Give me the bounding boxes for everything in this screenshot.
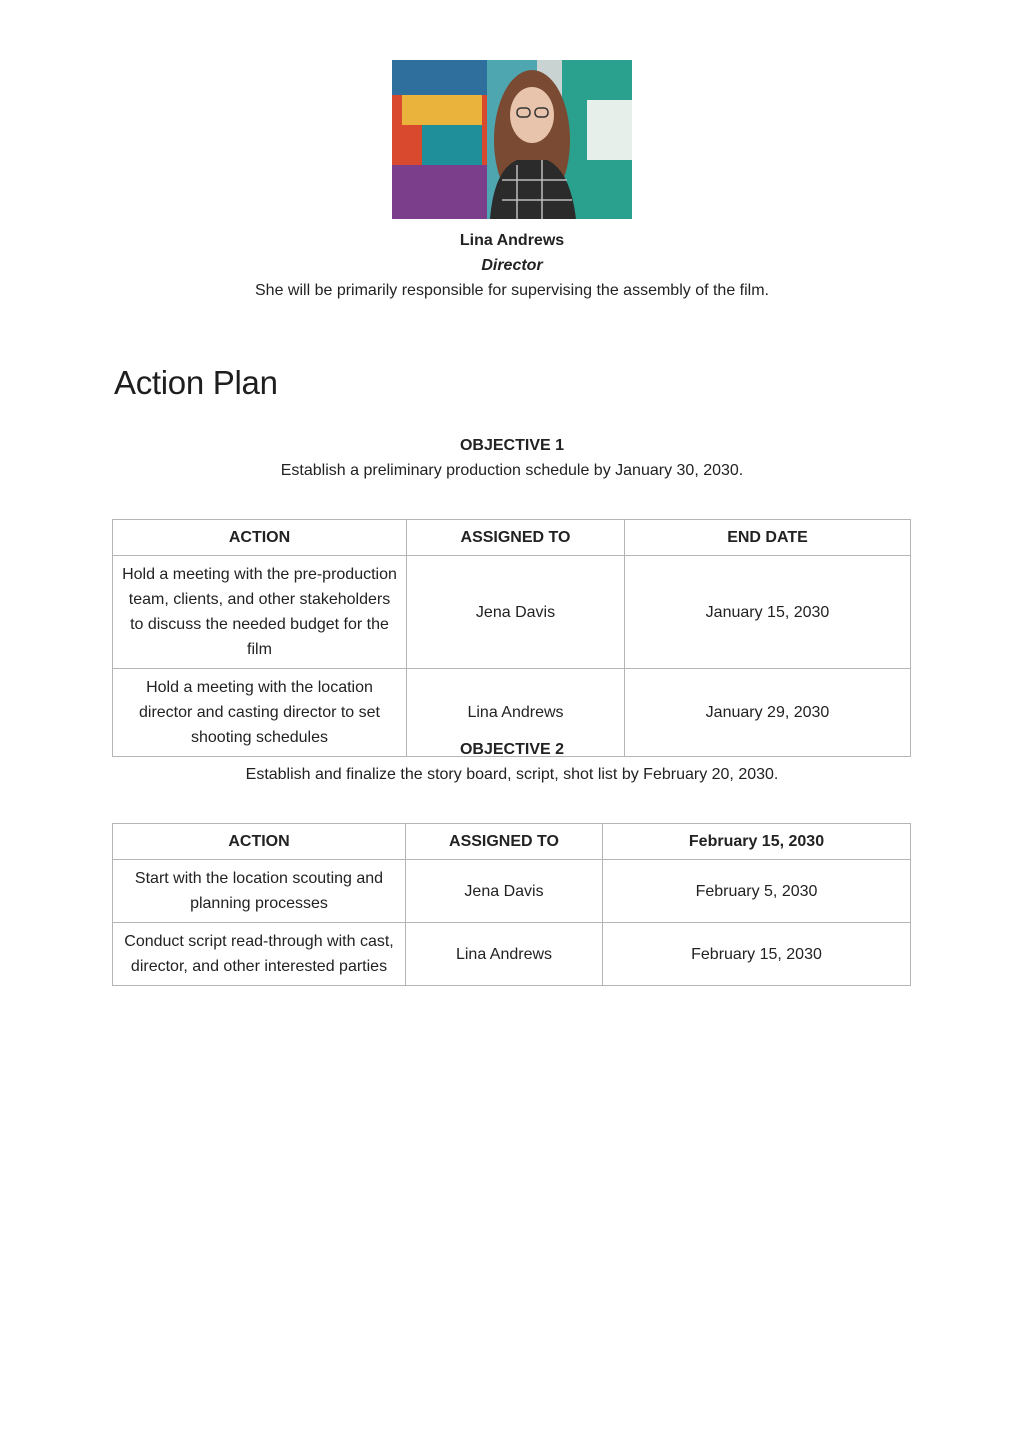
end-date-cell: February 5, 2030 <box>603 860 911 923</box>
objective-description: Establish and finalize the story board, script, shot list by February 20, 2030. <box>245 766 779 783</box>
profile-role: Director <box>481 257 543 274</box>
end-date-cell: February 15, 2030 <box>603 923 911 986</box>
profile-photo <box>392 60 632 219</box>
table-header-row <box>113 520 911 556</box>
table-row <box>113 556 911 669</box>
objective-description: Establish a preliminary production schedule by January 30, 2030. <box>280 462 744 479</box>
column-header-date: February 15, 2030 <box>603 824 911 860</box>
column-header-end-date: END DATE <box>625 520 911 556</box>
table-header-row <box>113 824 911 860</box>
table-row <box>113 860 911 923</box>
column-header-action: ACTION <box>113 520 407 556</box>
action-cell: Start with the location scouting and planning processes <box>113 860 406 923</box>
column-header-action: ACTION <box>113 824 406 860</box>
assigned-to-cell: Lina Andrews <box>406 923 603 986</box>
action-cell: Hold a meeting with the pre-production team, clients, and other stakeholders to discuss the needed budget for the film <box>113 556 407 669</box>
objective-1-table <box>112 519 911 757</box>
table-row <box>113 923 911 986</box>
end-date-cell: January 15, 2030 <box>625 556 911 669</box>
assigned-to-cell: Lina Andrews <box>407 669 625 757</box>
profile-name: Lina Andrews <box>459 232 565 249</box>
column-header-assigned-to: ASSIGNED TO <box>406 824 603 860</box>
end-date-cell: January 29, 2030 <box>625 669 911 757</box>
assigned-to-cell: Jena Davis <box>407 556 625 669</box>
profile-description: She will be primarily responsible for supervising the assembly of the film. <box>255 282 769 299</box>
column-header-assigned-to: ASSIGNED TO <box>407 520 625 556</box>
action-cell: Hold a meeting with the location director and casting director to set shooting schedules <box>113 669 407 757</box>
objective-2-table <box>112 823 911 986</box>
assigned-to-cell: Jena Davis <box>406 860 603 923</box>
section-title: Action Plan <box>114 364 278 401</box>
objective-title: OBJECTIVE 2 <box>459 741 565 758</box>
objective-title: OBJECTIVE 1 <box>459 437 565 454</box>
action-cell: Conduct script read-through with cast, director, and other interested parties <box>113 923 406 986</box>
